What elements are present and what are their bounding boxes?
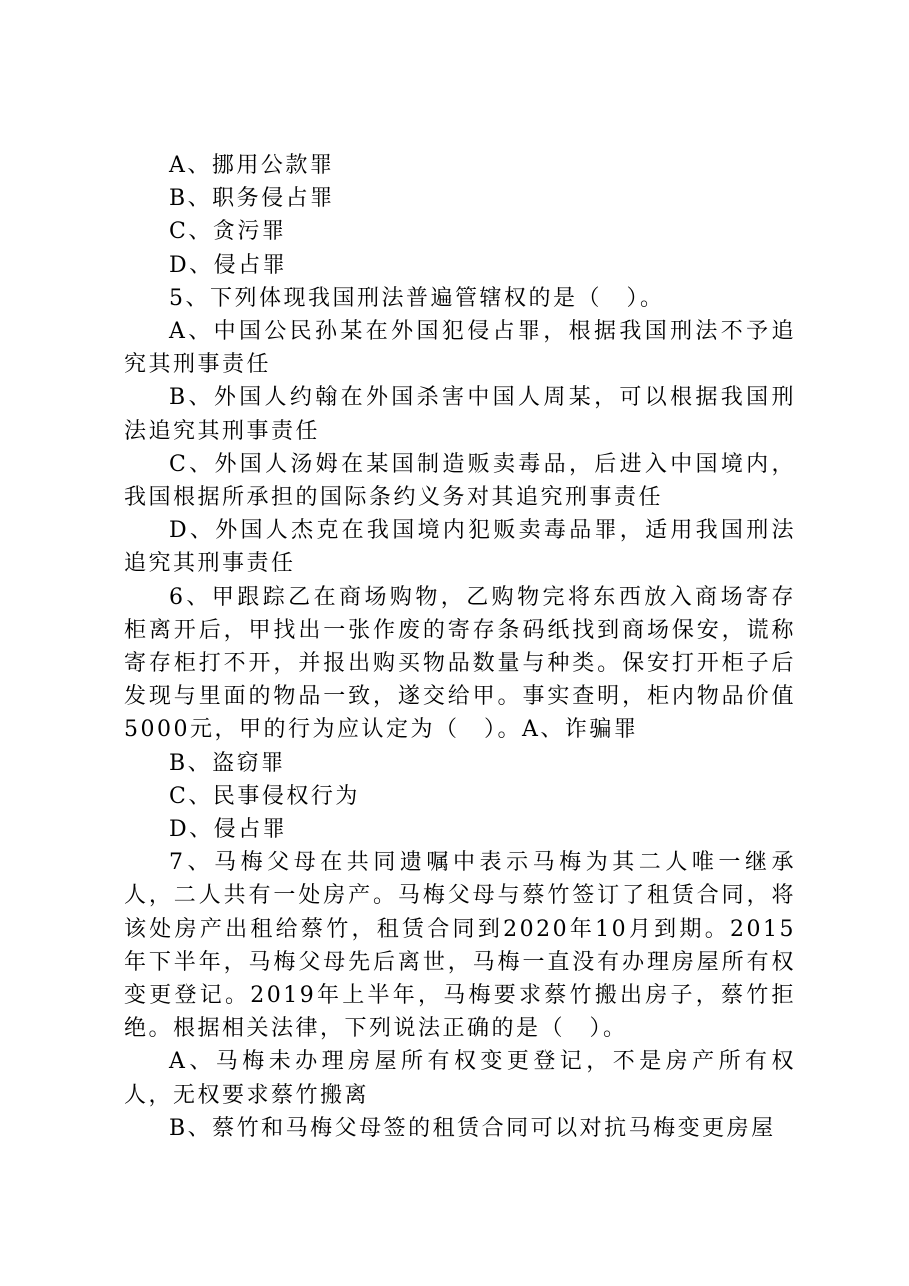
option-a-q5: A、中国公民孙某在外国犯侵占罪，根据我国刑法不予追究其刑事责任: [124, 319, 796, 378]
option-b-q4: B、职务侵占罪: [169, 186, 335, 212]
option-d-q5: D、外国人杰克在我国境内犯贩卖毒品罪，适用我国刑法追究其刑事责任: [124, 518, 796, 577]
option-b-q5: B、外国人约翰在外国杀害中国人周某，可以根据我国刑法追究其刑事责任: [124, 385, 796, 444]
option-c-q6: C、民事侵权行为: [169, 783, 360, 809]
option-c-q5: C、外国人汤姆在某国制造贩卖毒品，后进入中国境内，我国根据所承担的国际条约义务对其追究刑事责任: [124, 451, 796, 511]
question-5: 5、下列体现我国刑法普遍管辖权的是（ ）。: [169, 285, 665, 311]
option-a-q4: A、挪用公款罪: [169, 153, 335, 178]
option-d-q4: D、侵占罪: [169, 252, 288, 278]
question-6: 6、甲跟踪乙在商场购物，乙购物完将东西放入商场寄存柜离开后，甲找出一张作废的寄存条码纸找到商场保安，谎称寄存柜打不开，并报出购买物品数量与种类。保安打开柜子后发现与里面的物品一致，遂交给甲。事实查明，柜内物品价值5000元，甲的行为应认定为（ ）。A、诈骗罪: [124, 584, 796, 743]
option-b-q6: B、盗窃罪: [169, 750, 286, 776]
document-page: [124, 149, 796, 1145]
option-c-q4: C、贪污罪: [169, 219, 287, 245]
option-b-q7: B、蔡竹和马梅父母签的租赁合同可以对抗马梅变更房屋: [169, 1115, 776, 1141]
option-a-q7: A、马梅未办理房屋所有权变更登记，不是房产所有权人，无权要求蔡竹搬离: [124, 1049, 796, 1108]
option-d-q6: D、侵占罪: [169, 817, 288, 843]
question-7: 7、马梅父母在共同遗嘱中表示马梅为其二人唯一继承人，二人共有一处房产。马梅父母与蔡竹签订了租赁合同，将该处房产出租给蔡竹，租赁合同到2020年10月到期。2015年下半年，马梅父母先后离世，马梅一直没有办理房屋所有权变更登记。2019年上半年，马梅要求蔡竹搬出房子，蔡竹拒绝。根据相关法律，下列说法正确的是（ ）。: [124, 850, 796, 1042]
